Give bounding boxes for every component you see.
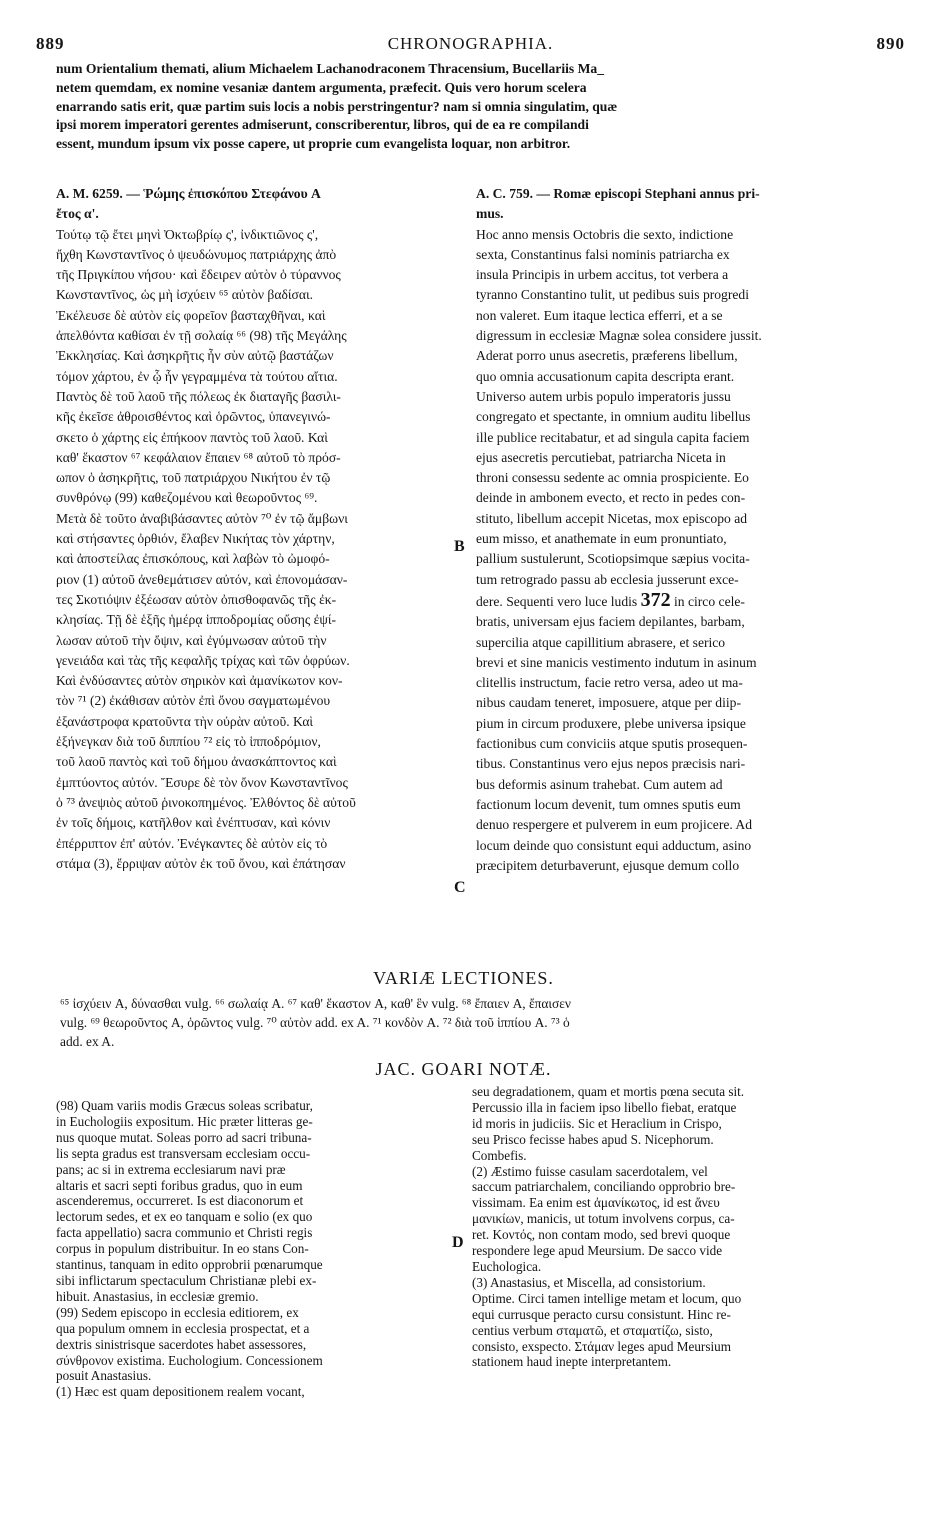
text-line: id moris in judiciis. Sic et Heraclium in Crispo, [472,1115,722,1131]
text-line: nibus caudam teneret, imposuere, atque per diip- [476,695,741,711]
text-line: σύνθρονον existima. Euchologium. Concessionem [56,1352,323,1368]
text-line: τοῦ λαοῦ παντὸς καὶ τοῦ δήμου ἀνασκάπτοντος καὶ [56,754,337,770]
text-line: κλησίας. Τῇ δὲ ἑξῆς ἡμέρᾳ ἱπποδρομίας οὔσης ἐψί- [56,612,337,628]
text-line: τόμον χάρτου, ἐν ᾧ ἦν γεγραμμένα τὰ τούτου αἴτια. [56,368,338,384]
text-line: τῆς Πριγκίπου νήσου· καὶ ἔδειρεν αὐτὸν ὁ τύραννος [56,267,341,283]
text-line: Μετὰ δὲ τοῦτο ἀναβιβάσαντες αὐτὸν ⁷⁰ ἐν τῷ ἄμβωνι [56,510,348,526]
text-line: altaris et sacri septi foribus gradus, quo in eum [56,1177,303,1193]
text-line: καὶ ἀποστείλας ἐπισκόπους, καὶ λαβὼν τὸ ὠμοφό- [56,551,330,567]
text-line: γενειάδα καὶ τὰς τῆς κεφαλῆς τρίχας καὶ τῶν ὀφρύων. [56,652,350,668]
text-line: in Euchologiis expositum. Hic præter litteras ge- [56,1113,313,1129]
text-line: ἐξανάστροφα κρατοῦντα τὴν οὐρὰν αὐτοῦ. Καὶ [56,713,314,729]
text-line: præcipitem deturbaverunt, ejusque demum collo [476,857,740,873]
text-line: τες Σκοτιόψιν ἐξέωσαν αὐτὸν ὀπισθοφανῶς τῆς ἐκ- [56,591,337,607]
text-line: seu degradationem, quam et mortis pœna secuta sit. [472,1084,745,1099]
text-line: κῆς ἐκεῖσε ἀθροισθέντος καὶ ὁρῶντος, ὑπανεγινώ- [56,409,331,425]
text-line: brevi et sine manicis vestimento indutum in asinum [476,654,757,670]
text-line: (1) Hæc est quam depositionem realem vocant, [56,1384,305,1400]
section-marker-b: B [454,538,465,555]
text-line: denuo respergere et pulverem in eum projicere. Ad [476,817,753,833]
text-line: seu Prisco fecisse habes apud S. Nicephorum. [472,1131,714,1147]
text-line: ⁶⁵ ἰσχύειν A, δύνασθαι vulg. ⁶⁶ σωλαίᾳ A. ⁶⁷ καθ' ἕκαστον A, καθ' ἓν vulg. ⁶⁸ ἔπαιεν A, ἔπαισεν [60,996,571,1011]
latin-text-column [476,184,896,876]
text-line: ἐξήνεγκαν διὰ τοῦ διππίου ⁷² εἰς τὸ ἱπποδρόμιον, [56,734,321,750]
text-line: hibuit. Anastasius, in ecclesiæ gremio. [56,1288,259,1304]
text-line: equi currusque peracto cursu consistunt. Hinc re- [472,1306,731,1322]
text-line: Καὶ ἐνδύσαντες αὐτὸν σηρικὸν καὶ ἀμανίκωτον κον- [56,673,343,689]
intro-paragraph [56,60,896,154]
text-line: pans; ac si in extrema ecclesiarum navi præ [56,1161,286,1177]
text-line: lectorum sedes, et ex eo tanquam e solio (ex quo [56,1209,313,1225]
text-line: Ἐκκλησίας. Καὶ ἀσηκρῆτις ἦν σὺν αὐτῷ βαστάζων [56,348,334,364]
notes-title: JAC. GOARI NOTÆ. [375,1059,552,1079]
section-marker-d: D [452,1234,464,1251]
latin-year-heading: A. C. 759. — Romæ episcopi Stephani annus pri- [476,186,760,201]
marginal-page-number: 372 [640,588,671,611]
text-line: (3) Anastasius, et Miscella, ad consistorium. [472,1274,706,1290]
text-line: facta appellatio) sacra communio et Christi regis [56,1225,313,1241]
latin-line-with-number [476,590,896,612]
text-line: Universo autem urbis populo imperatoris jussu [476,388,731,404]
text-line: Ἐκέλευσε δὲ αὐτὸν εἰς φορεῖον βασταχθῆναι, καὶ [56,307,326,323]
text-line: factionibus cum conviciis atque sputis prosequen- [476,736,748,752]
text-line: consisto, exspecto. Στάμαν leges apud Meursium [472,1338,731,1354]
page-number-left: 889 [36,34,65,53]
latin-year-heading-cont: mus. [476,206,504,222]
text-line: ipsi morem imperatori gerentes admiserunt, conscriberentur, libros, qui de ea re compilandi [56,117,589,133]
text-line: locum deinde quo consistunt equi adductum, asino [476,837,752,853]
text-line: supercilia atque capillitium abrasere, et serico [476,634,726,650]
text-line: καθ' ἕκαστον ⁶⁷ κεφάλαιον ἔπαιεν ⁶⁸ αὐτοῦ τὸ πρόσ- [56,449,341,465]
text-line: sexta, Constantinus falsi nominis patriarcha ex [476,246,730,262]
text-line: σκετο ὁ χάρτης εἰς ἐπήκοον παντὸς τοῦ λαοῦ. Καὶ [56,429,328,445]
section-marker-c: C [454,879,466,896]
text-line: lis septa gradus est transversam ecclesiam occu- [56,1145,311,1161]
text-line: stituto, libellum accepit Nicetas, mox episcopo ad [476,510,748,526]
text-line: stantinus, tanquam in edito opprobrii pœnarumque [56,1257,323,1273]
text-line: Combefis. [472,1147,527,1163]
text-line: ἤχθη Κωνσταντῖνος ὁ ψευδώνυμος πατριάρχης ἀπὸ [56,246,337,262]
text-line: qua populum omnem in ecclesia prospectat, et a [56,1320,310,1336]
text-line: pium in circum produxere, plebe universa ipsique [476,715,746,731]
text-line: eum misso, et anathemate in eum pronuntiato, [476,531,727,547]
text-line: vissimam. Ea enim est ἀμανίκωτος, id est ἄνευ [472,1195,720,1211]
text-line: Τούτῳ τῷ ἔτει μηνὶ Ὀκτωβρίῳ ς', ἰνδικτιῶνος ς', [56,226,319,242]
text-line: ἐπέρριπτον ἐπ' αὐτόν. Ἐνέγκαντες δὲ αὐτὸν εἰς τὸ [56,835,328,851]
text-line: pallium sustulerunt, Scotiopsimque sæpius vocita- [476,551,750,567]
page-number-right: 890 [876,34,905,53]
text-line: posuit Anastasius. [56,1368,152,1384]
text-fragment: dere. Sequenti vero luce ludis [476,593,641,609]
text-line: ascenderemus, occurreret. Is est diaconorum et [56,1193,304,1209]
text-line: corpus in populum distribuitur. In eo stans Con- [56,1241,309,1257]
variae-lectiones-text [60,994,900,1051]
text-line: num Orientalium themati, alium Michaelem Lachanodraconem Thracensium, Bucellariis Ma_ [56,61,604,76]
text-line: enarrando satis erit, quæ partim suis locis a nobis perstringentur? nam si omnia singulatim, quæ [56,98,618,114]
text-line: (2) Æstimo fuisse casulam sacerdotalem, vel [472,1163,708,1179]
text-line: bus deformis asinum trahebat. Cum autem ad [476,776,723,792]
text-line: καὶ στήσαντες ὀρθιόν, ἔλαβεν Νικήτας τὸν χάρτην, [56,531,335,547]
text-line: tyranno Constantino tulit, ut pedibus suis progredi [476,287,749,303]
year-heading: A. M. 6259. — Ῥώμης ἐπισκόπου Στεφάνου A [56,186,321,201]
text-line: vulg. ⁶⁹ θεωροῦντος A, ὁρῶντος vulg. ⁷⁰ αὐτὸν add. ex A. ⁷¹ κονδὸν A. ⁷² διὰ τοῦ ἱππίου A. ⁷³ ὁ [60,1015,570,1030]
text-line: insula Principis in urbem accitus, tot verbera a [476,267,729,283]
text-line: tibus. Constantinus vero ejus nepos præcisis nari- [476,756,746,772]
text-line: ωπον ὁ ἀσηκρῆτις, τοῦ πατριάρχου Νικήτου ἐν τῷ [56,470,331,486]
text-line: deinde in ambonem evecto, et recto in pedes con- [476,490,746,506]
text-line: (98) Quam variis modis Græcus soleas scribatur, [56,1098,313,1113]
text-line: netem quemdam, ex nomine vesaniæ dantem argumenta, præfecit. Quis vero horum scelera [56,79,587,95]
text-line: throni consessu sedente ac omnia prospiciente. Eo [476,470,749,486]
greek-text-column [56,184,452,874]
text-line: Hoc anno mensis Octobris die sexto, indictione [476,226,734,242]
text-line: stationem haud inepte interpretantem. [472,1354,672,1370]
text-line: συνθρόνῳ (99) καθεζομένου καὶ θεωροῦντος ⁶⁹. [56,490,318,506]
text-line: respondere lege apud Meursium. De sacco vide [472,1243,723,1259]
text-line: congregato et spectante, in omnium auditu libellus [476,409,751,425]
text-line: add. ex A. [60,1034,115,1049]
text-line: Optime. Circi tamen intellige metam et locum, quo [472,1290,742,1306]
text-line: nus quoque mutat. Soleas porro ad sacri tribuna- [56,1129,312,1145]
text-fragment: in circo cele- [670,593,745,609]
notes-left-column [56,1098,448,1400]
text-line: quo omnia accusationum capita descripta erant. [476,368,735,384]
text-line: centius verbum σταματῶ, et σταματίζω, sisto, [472,1322,713,1338]
notes-right-column [472,1084,900,1370]
text-line: ret. Κοντός, non contam modo, sed brevi quoque [472,1227,731,1243]
text-line: essent, mundum ipsum vix posse capere, ut proprie cum evangelista loquar, non arbitror. [56,136,571,152]
text-line: ejus asecretis percutiebat, patriarcha Niceta in [476,449,726,465]
year-heading: ἔτος α'. [56,206,99,222]
text-line: μανικίων, manicis, ut totum involvens corpus, ca- [472,1211,735,1227]
text-line: tum retrogrado passu ab ecclesia jusserunt exce- [476,571,739,587]
text-line: Κωνσταντῖνος, ὡς μὴ ἰσχύειν ⁶⁵ αὐτὸν βαδίσαι. [56,287,314,303]
text-line: Euchologica. [472,1258,542,1274]
text-line: non valeret. Eum itaque lectica efferri, et a se [476,307,723,323]
text-line: (99) Sedem episcopo in ecclesia editiorem, ex [56,1304,299,1320]
text-line: Παντὸς δὲ τοῦ λαοῦ τῆς πόλεως ἐκ διαταγῆς βασιλι- [56,388,341,404]
text-line: sibi inflictarum spectaculum Christianæ plebi ex- [56,1272,317,1288]
text-line: ὁ ⁷³ ἀνεψιὸς αὐτοῦ ῥινοκοπημένος. Ἐλθόντος δὲ αὐτοῦ [56,794,356,810]
text-line: ἐμπτύοντος αὐτόν. Ἔσυρε δὲ τὸν ὄνον Κωνσταντῖνος [56,774,348,790]
text-line: ἐν τοῖς δήμοις, κατῆλθον καὶ ἐνέπτυσαν, καὶ κόνιν [56,815,331,831]
text-line: Percussio illa in faciem ipso libello fiebat, eratque [472,1099,737,1115]
running-title: CHRONOGRAPHIA. [387,34,554,53]
text-line: ille publice recitabatur, et ad singula capita faciem [476,429,750,445]
text-line: Aderat porro unus asecretis, præferens libellum, [476,348,738,364]
text-line: saccum patriarchalem, conciliando opprobrio bre- [472,1179,736,1195]
text-line: ριον (1) αὐτοῦ ἀνεθεμάτισεν αὐτόν, καὶ ἐπονομάσαν- [56,571,348,587]
text-line: ἀπελθόντα καθίσαι ἐν τῇ σολαίᾳ ⁶⁶ (98) τῆς Μεγάλης [56,328,347,344]
text-line: digressum in ecclesiæ Magnæ solea considere jussit. [476,328,762,344]
text-line: bratis, universam ejus faciem depilantes, barbam, [476,614,745,630]
text-line: στάμα (3), ἔρριψαν αὐτὸν ἐκ τοῦ ὄνου, καὶ ἐπάτησαν [56,855,346,871]
text-line: λωσαν αὐτοῦ τὴν ὄψιν, καὶ ἐγύμνωσαν αὐτοῦ τὴν [56,632,327,648]
text-line: factionum locum devenit, tum omnes sputis eum [476,796,741,812]
text-line: clitellis instructum, facie retro versa, adeo ut ma- [476,675,743,691]
text-line: dextris sinistrisque sacerdotes habet assessores, [56,1336,307,1352]
text-line: τὸν ⁷¹ (2) ἐκάθισαν αὐτὸν ἐπὶ ὄνου σαγματωμένου [56,693,331,709]
variae-lectiones-title: VARIÆ LECTIONES. [373,968,554,988]
running-header [36,34,905,58]
